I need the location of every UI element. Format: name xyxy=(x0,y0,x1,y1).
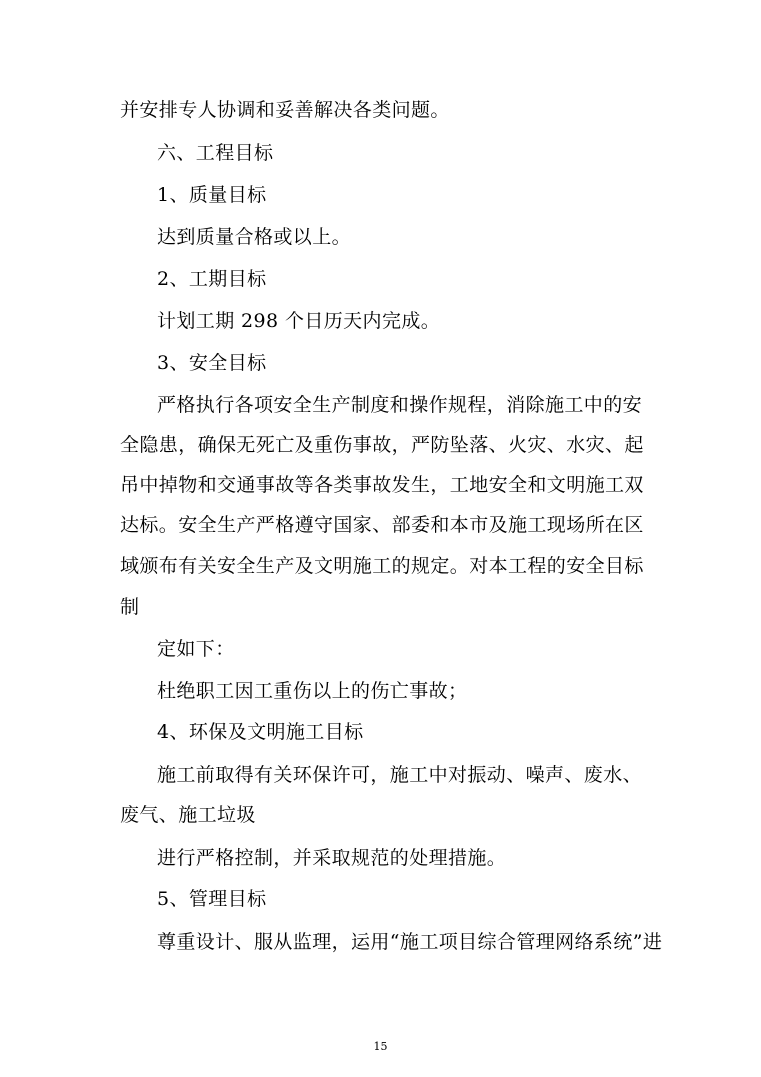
paragraph-line: 计划工期 298 个日历天内完成。 xyxy=(157,310,441,332)
paragraph-line: 全隐患，确保无死亡及重伤事故，严防坠落、火灾、水灾、起 xyxy=(120,434,644,456)
paragraph-line: 废气、施工垃圾 xyxy=(120,804,256,826)
subsection-heading: 3、安全目标 xyxy=(157,352,267,374)
page-number: 15 xyxy=(373,1040,388,1053)
subsection-heading: 1、质量目标 xyxy=(157,184,267,206)
paragraph-line: 并安排专人协调和妥善解决各类问题。 xyxy=(120,99,450,121)
paragraph-line: 进行严格控制，并采取规范的处理措施。 xyxy=(157,847,507,869)
paragraph-line: 定如下： xyxy=(157,638,235,660)
paragraph-line: 杜绝职工因工重伤以上的伤亡事故； xyxy=(157,680,468,702)
paragraph-line: 达标。安全生产严格遵守国家、部委和本市及施工现场所在区 xyxy=(120,514,644,536)
paragraph-line: 尊重设计、服从监理，运用“施工项目综合管理网络系统”进 xyxy=(157,931,663,953)
subsection-heading: 2、工期目标 xyxy=(157,268,267,290)
subsection-heading: 4、环保及文明施工目标 xyxy=(157,721,364,743)
paragraph-line: 施工前取得有关环保许可，施工中对振动、噪声、废水、 xyxy=(157,764,643,786)
paragraph-line: 严格执行各项安全生产制度和操作规程，消除施工中的安 xyxy=(157,394,643,416)
paragraph-line: 达到质量合格或以上。 xyxy=(157,226,352,248)
paragraph-line: 制 xyxy=(120,596,140,618)
paragraph-line: 吊中掉物和交通事故等各类事故发生，工地安全和文明施工双 xyxy=(120,474,644,496)
section-heading: 六、工程目标 xyxy=(157,142,274,164)
subsection-heading: 5、管理目标 xyxy=(157,888,267,910)
paragraph-line: 域颁布有关安全生产及文明施工的规定。对本工程的安全目标 xyxy=(120,555,644,577)
